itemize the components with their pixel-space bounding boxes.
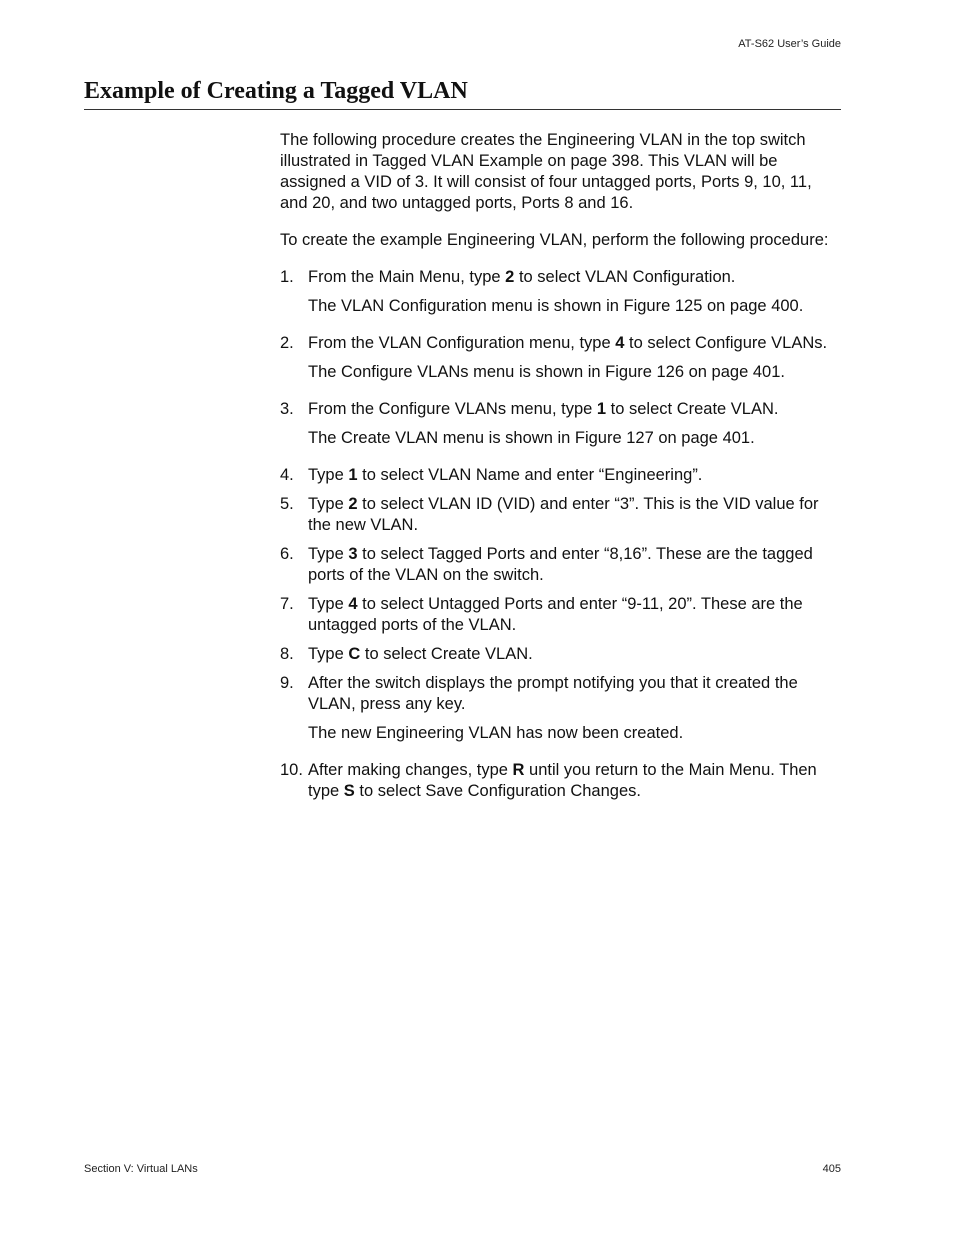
key-label: 4 [348, 595, 358, 613]
footer-section: Section V: Virtual LANs [84, 1163, 198, 1175]
step-number: 4. [280, 466, 294, 484]
key-label: 1 [348, 466, 358, 484]
step-text: Type C to select Create VLAN. [308, 645, 533, 663]
step-note: The Configure VLANs menu is shown in Figure 126 on page 401. [308, 363, 785, 381]
title-rule [84, 109, 841, 110]
step-number: 5. [280, 495, 294, 513]
running-header: AT-S62 User’s Guide [738, 38, 841, 50]
step-7 [280, 594, 842, 636]
key-label: 1 [596, 400, 607, 418]
step-1 [280, 267, 842, 288]
intro-paragraph: The following procedure creates the Engineering VLAN in the top switch illustrated in Tagged VLAN Example on page 398. This VLAN will be assigned a VID of 3. It will consist of four untagged ports, Ports 9, 10, 11, and 20, and two untagged ports, Ports 8 and 16. [280, 131, 812, 212]
step-note: The new Engineering VLAN has now been created. [308, 724, 684, 742]
step-note: The Create VLAN menu is shown in Figure 127 on page 401. [308, 429, 755, 447]
step-text: From the VLAN Configuration menu, type 4 to select Configure VLANs. [308, 334, 828, 352]
step-number: 8. [280, 645, 294, 663]
step-number: 7. [280, 595, 294, 613]
key-label: 2 [505, 268, 515, 286]
key-label: S [343, 782, 355, 800]
key-label: 4 [615, 334, 625, 352]
step-note: The VLAN Configuration menu is shown in Figure 125 on page 400. [308, 297, 804, 315]
key-label: C [348, 645, 361, 663]
step-5 [280, 494, 842, 536]
step-text: From the Configure VLANs menu, type 1 to select Create VLAN. [308, 400, 779, 418]
step-4 [280, 465, 842, 486]
key-label: 3 [348, 545, 358, 563]
step-2 [280, 333, 842, 354]
step-10 [280, 760, 842, 802]
step-number: 1. [280, 268, 294, 286]
page-number: 405 [822, 1163, 841, 1175]
step-text: Type 4 to select Untagged Ports and enter “9-11, 20”. These are the untagged ports of the VLAN. [308, 595, 803, 634]
step-3 [280, 399, 842, 420]
body-text [280, 130, 842, 810]
step-text: Type 3 to select Tagged Ports and enter “8,16”. These are the tagged ports of the VLAN on the switch. [308, 545, 813, 584]
step-9 [280, 673, 842, 715]
key-label: R [512, 761, 525, 779]
step-number: 6. [280, 545, 294, 563]
step-number: 3. [280, 400, 294, 418]
step-text: After making changes, type R until you return to the Main Menu. Then type S to select Save Configuration Changes. [308, 761, 817, 800]
intro-paragraph: To create the example Engineering VLAN, perform the following procedure: [280, 231, 829, 249]
section-title: Example of Creating a Tagged VLAN [84, 78, 468, 104]
step-text: Type 2 to select VLAN ID (VID) and enter “3”. This is the VID value for the new VLAN. [308, 495, 819, 534]
key-label: 2 [348, 495, 358, 513]
step-text: From the Main Menu, type 2 to select VLAN Configuration. [308, 268, 736, 286]
step-8 [280, 644, 842, 665]
step-number: 10. [280, 761, 303, 779]
step-number: 2. [280, 334, 294, 352]
step-text: After the switch displays the prompt notifying you that it created the VLAN, press any key. [308, 674, 798, 713]
step-text: Type 1 to select VLAN Name and enter “Engineering”. [308, 466, 703, 484]
step-6 [280, 544, 842, 586]
step-number: 9. [280, 674, 294, 692]
